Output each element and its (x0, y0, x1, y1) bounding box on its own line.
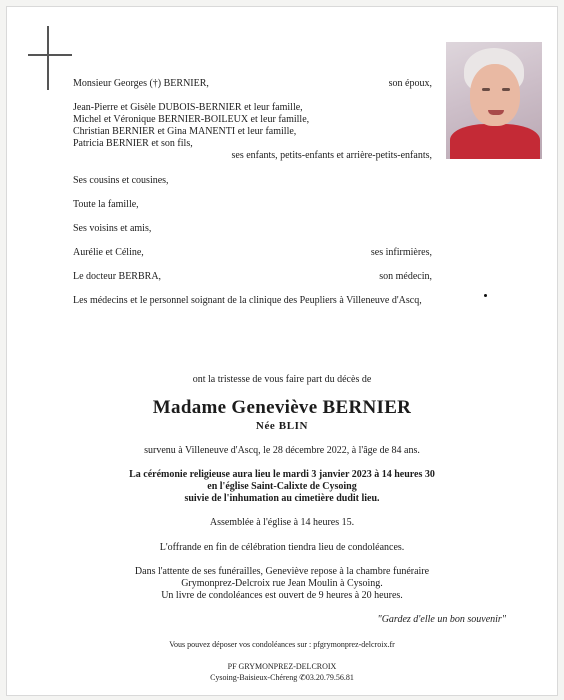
child-line: Patricia BERNIER et son fils, (73, 138, 193, 149)
announcement-intro: ont la tristesse de vous faire part du décès de (192, 374, 372, 385)
ceremony-line: en l'église Saint-Calixte de Cysoing (207, 481, 357, 492)
ceremony-line: La cérémonie religieuse aura lieu le mardi 3 janvier 2023 à 14 heures 30 (129, 469, 435, 480)
portrait-photo (446, 42, 542, 159)
funeral-company: PF GRYMONPREZ-DELCROIX (227, 662, 337, 671)
ink-dot (484, 294, 487, 297)
child-line: Michel et Véronique BERNIER-BOILEUX et leur famille, (73, 114, 310, 125)
child-line: Jean-Pierre et Gisèle DUBOIS-BERNIER et leur famille, (73, 102, 303, 113)
death-details: survenu à Villeneuve d'Ascq, le 28 décembre 2022, à l'âge de 84 ans. (144, 445, 420, 456)
nurses-names: Aurélie et Céline, (73, 247, 144, 258)
nurses-role: ses infirmières, (370, 247, 432, 258)
doctor-role: son médecin, (379, 271, 432, 282)
spouse-role: son époux, (388, 78, 432, 89)
maiden-name: Née BLIN (255, 420, 309, 432)
offering-line: L'offrande en fin de célébration tiendra lieu de condoléances. (159, 542, 405, 553)
cousins-line: Ses cousins et cousines, (73, 175, 169, 186)
condolence-book-line: Un livre de condoléances est ouvert de 9 heures à 20 heures. (161, 590, 403, 601)
cross-icon (28, 26, 72, 90)
funeral-home-line: Grymonprez-Delcroix rue Jean Moulin à Cysoing. (181, 578, 383, 589)
deceased-name: Madame Geneviève BERNIER (152, 397, 412, 418)
company-address-phone: Cysoing-Baisieux-Chéreng ✆03.20.79.56.81 (210, 673, 354, 682)
clinic-line: Les médecins et le personnel soignant de la clinique des Peupliers à Villeneuve d'Ascq, (73, 295, 422, 306)
family-line: Toute la famille, (73, 199, 139, 210)
children-role: ses enfants, petits-enfants et arrière-petits-enfants, (231, 150, 432, 161)
funeral-home-line: Dans l'attente de ses funérailles, Geneviève repose à la chambre funéraire (134, 566, 430, 577)
condolence-website: Vous pouvez déposer vos condoléances sur : pfgrymonprez-delcroix.fr (169, 640, 395, 649)
assembly-line: Assemblée à l'église à 14 heures 15. (209, 517, 355, 528)
neighbours-line: Ses voisins et amis, (73, 223, 152, 234)
spouse-name: Monsieur Georges (†) BERNIER, (73, 78, 209, 89)
quote: "Gardez d'elle un bon souvenir" (377, 614, 506, 625)
doctor-name: Le docteur BERBRA, (73, 271, 162, 282)
ceremony-line: suivie de l'inhumation au cimetière dudit lieu. (184, 493, 380, 504)
child-line: Christian BERNIER et Gina MANENTI et leur famille, (73, 126, 297, 137)
